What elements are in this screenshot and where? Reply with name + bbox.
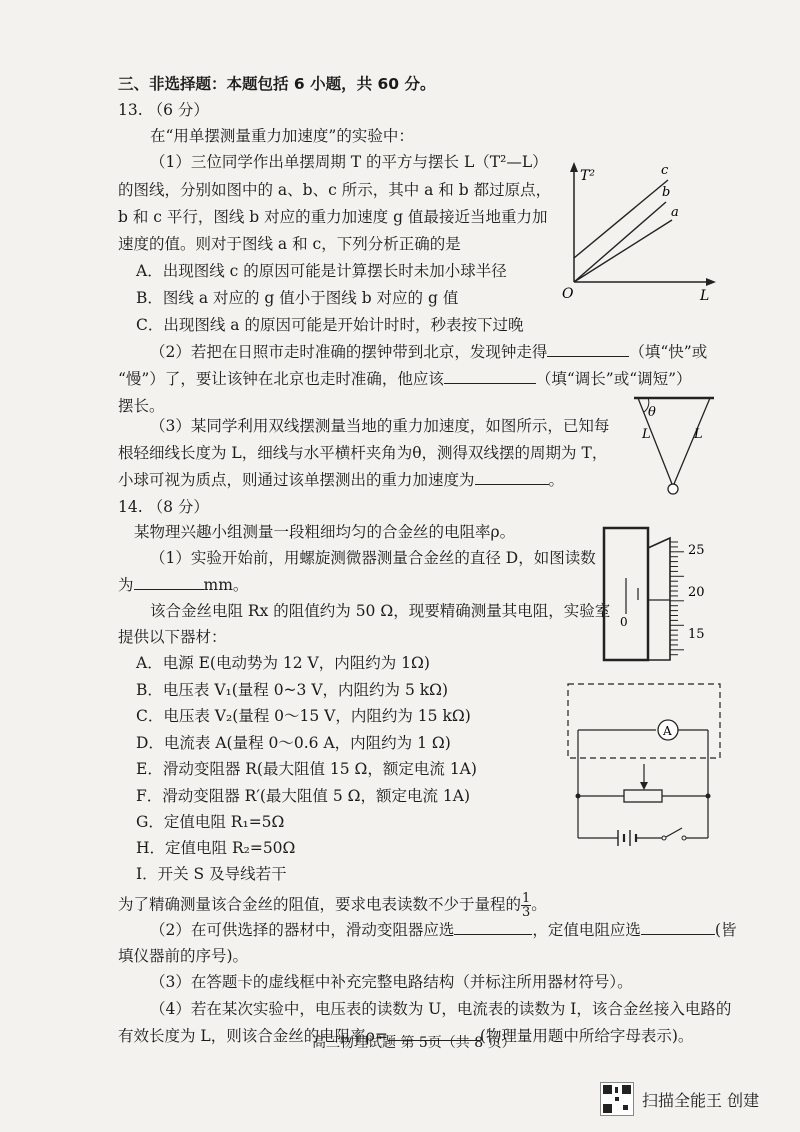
equipment-e: E．滑动变阻器 R(最大阻值 15 Ω，额定电流 1A) [136,760,477,778]
qr-code-icon [600,1082,634,1116]
q14-score: （8 分） [147,498,209,516]
micrometer-diagram [596,520,720,672]
fraction-one-third [521,892,531,919]
q13-number: 13. [118,101,143,119]
scanner-watermark [600,1078,800,1122]
q13-p2-line2 [118,369,692,389]
pendulum-right-L: L [694,427,703,442]
q13-p1-line4: 速度的值。则对于图线 a 和 c，下列分析正确的是 [118,235,461,253]
q13-option-a: A．出现图线 c 的原因可能是计算摆长时未加小球半径 [136,262,507,280]
micrometer-20: 20 [688,585,705,600]
q13-p2-blank2[interactable] [444,369,536,384]
equipment-b: B．电压表 V₁(量程 0~3 V，内阻约为 5 kΩ) [136,681,449,699]
q13-p3-text-b: 。 [548,471,565,489]
q14-p4-text-b: (物理量用题中所给字母表示)。 [479,1027,694,1045]
q13-p2-line1 [150,342,707,362]
section-heading: 三、非选择题：本题包括 6 小题，共 60 分。 [118,75,436,93]
fraction-den: 3 [522,905,531,920]
graph-y-label: T² [580,168,595,184]
pendulum-left-L: L [642,427,651,442]
circuit-diagram [564,680,724,850]
q13-p2-text-a: （2）若把在日照市走时准确的摆钟带到北京，发现钟走得 [150,343,548,361]
q13-header [118,100,209,120]
equipment-a: A．电源 E(电动势为 12 V，内阻约为 1Ω) [136,654,430,672]
q13-p2-text-d: （填“调长”或“调短”） [535,370,692,388]
micrometer-25: 25 [688,543,705,558]
equipment-c: C．电压表 V₂(量程 0～15 V，内阻约为 15 kΩ) [136,707,471,725]
graph-label-a: a [671,205,679,220]
q13-intro: 在“用单摆测量重力加速度”的实验中： [150,127,414,145]
dashed-box [568,684,720,758]
q13-p2-blank1[interactable] [547,342,629,357]
requirement-end: 。 [531,895,547,914]
q14-p1-blank[interactable] [134,575,204,590]
q14-p1-text-b: mm。 [203,576,249,594]
equipment-i: I．开关 S 及导线若干 [136,865,287,883]
switch-symbol [666,828,682,837]
q13-option-b: B．图线 a 对应的 g 值小于图线 b 对应的 g 值 [136,289,459,307]
ammeter-label: A [663,724,672,738]
q13-option-c: C．出现图线 a 的原因可能是开始计时时，秒表按下过晚 [136,316,524,334]
q14-p2-text-c: (皆 [714,921,737,939]
q13-p1-line3: b 和 c 平行，图线 b 对应的重力加速度 g 值最接近当地重力加 [118,208,548,226]
pendulum-theta: θ [648,405,656,420]
q14-p2-text-b: ，定值电阻应选 [532,921,641,939]
graph-line-b [574,202,666,282]
q14-p2-line2: 填仪器前的序号)。 [118,947,249,965]
q14-p1-line2 [118,575,248,595]
graph-label-c: c [661,163,669,178]
micrometer-zero: 0 [620,615,628,629]
equipment-d: D．电流表 A(量程 0～0.6 A，内阻约为 1 Ω) [136,734,451,752]
q14-p1-line4: 提供以下器材： [118,628,227,646]
q13-p3-text-a: 小球可视为质点，则通过该单摆测出的重力加速度为 [118,471,475,489]
q14-p1-line1: （1）实验开始前，用螺旋测微器测量合金丝的直径 D，如图读数 [150,549,596,567]
q13-p2-text-c: “慢”）了，要让该钟在北京也走时准确，他应该 [118,370,444,388]
graph-line-c [574,180,671,258]
q13-p3-line2: 根轻细线长度为 L，细线与水平横杆夹角为θ，测得双线摆的周期为 T， [118,444,608,462]
q14-p1-text-a: 为 [118,576,134,594]
graph-x-label: L [700,288,710,304]
q14-p2-blank1[interactable] [454,920,532,935]
q14-p1-line3: 该合金丝电阻 Rx 的阻值约为 50 Ω，现要精确测量其电阻，实验室 [150,602,611,620]
q14-p4-line1: （4）若在某次实验中，电压表的读数为 U，电流表的读数为 I，该合金丝接入电路的 [150,1000,732,1018]
q14-intro: 某物理兴趣小组测量一段粗细均匀的合金丝的电阻率ρ。 [134,523,516,541]
requirement-text: 为了精确测量该合金丝的阻值，要求电表读数不少于量程的 [118,895,522,914]
q13-p3-line1: （3）某同学利用双线摆测量当地的重力加速度，如图所示，已知每 [150,417,610,435]
graph-line-a [574,220,672,282]
q14-p2-blank2[interactable] [641,920,715,935]
q14-p3: （3）在答题卡的虚线框中补充完整电路结构（并标注所用器材符号）。 [150,973,633,991]
q13-p1-line1: （1）三位同学作出单摆周期 T 的平方与摆长 L（T²—L） [150,153,548,171]
q14-p2-line1 [150,920,736,940]
q13-p3-blank[interactable] [475,470,549,485]
q13-score: （6 分） [147,101,209,119]
graph-label-b: b [662,185,671,200]
q13-p2-line3: 摆长。 [118,397,165,415]
q13-p1-line2: 的图线，分别如图中的 a、b、c 所示，其中 a 和 b 都过原点， [118,181,552,199]
scanner-text: 扫描全能王 创建 [642,1091,760,1110]
graph-origin: O [562,286,574,302]
micrometer-15: 15 [688,627,705,642]
equipment-f: F．滑动变阻器 R′(最大阻值 5 Ω，额定电流 1A) [136,787,471,805]
double-pendulum-diagram [628,392,720,500]
q14-requirement [118,892,547,919]
rheostat-symbol [624,790,662,802]
q13-p3-line3 [118,470,564,490]
q14-header [118,497,209,517]
q14-p4-text-a: 有效长度为 L，则该合金丝的电阻率ρ= [118,1027,388,1045]
fraction-num: 1 [522,891,531,906]
t2-l-graph [560,150,720,305]
q14-number: 14. [118,498,143,516]
page-footer: 高三物理试题 第 5页（共 8 页） [312,1035,516,1051]
q14-p2-text-a: （2）在可供选择的器材中，滑动变阻器应选 [150,921,455,939]
equipment-h: H．定值电阻 R₂=50Ω [136,839,296,857]
equipment-g: G．定值电阻 R₁=5Ω [136,813,285,831]
q13-p2-text-b: （填“快”或 [629,343,708,361]
